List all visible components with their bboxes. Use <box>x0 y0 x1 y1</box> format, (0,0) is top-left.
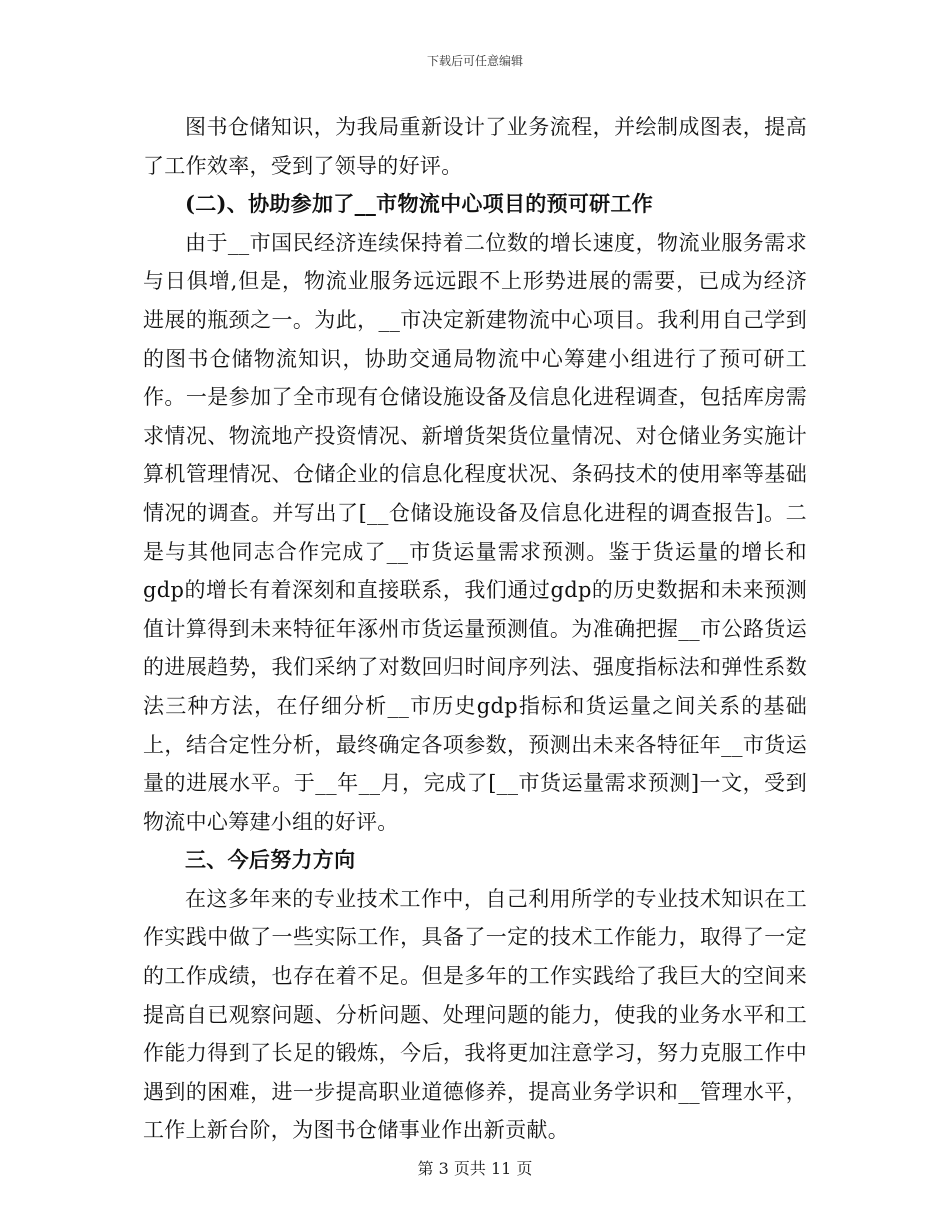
page-header: 下载后可任意编辑 <box>426 54 523 68</box>
section-heading-2: (二)、协助参加了__市物流中心项目的预可研工作 <box>185 191 654 217</box>
section-heading-3: 三、今后努力方向 <box>185 847 356 873</box>
paragraph-continuation: 图书仓储知识，为我局重新设计了业务流程，并绘制成图表，提高了工作效率，受到了领导的好评。 <box>143 115 807 178</box>
document-body <box>143 108 807 1150</box>
page-footer: 第 3 页共 11 页 <box>417 1159 533 1178</box>
paragraph-logistics-project: 由于__市国民经济连续保持着二位数的增长速度，物流业服务需求与日俱增,但是，物流业服务远远跟不上形势进展的需要，已成为经济进展的瓶颈之一。为此，__市决定新建物流中心项目。我利用自己学到的图书仓储物流知识，协助交通局物流中心筹建小组进行了预可研工作。一是参加了全市现有仓储设施设备及信息化进程调查，包括库房需求情况、物流地产投资情况、新增货架货位量情况、对仓储业务实施计算机管理情况、仓储企业的信息化程度状况、条码技术的使用率等基础情况的调查。并写出了[__仓储设施设备及信息化进程的调查报告]。二是与其他同志合作完成了__市货运量需求预测。鉴于货运量的增长和gdp的增长有着深刻和直接联系，我们通过gdp的历史数据和未来预测值计算得到未来特征年涿州市货运量预测值。为准确把握__市公路货运的进展趋势，我们采纳了对数回归时间序列法、强度指标法和弹性系数法三种方法，在仔细分析__市历史gdp指标和货运量之间关系的基础上，结合定性分析，最终确定各项参数，预测出未来各特征年__市货运量的进展水平。于__年__月，完成了[__市货运量需求预测]一文，受到物流中心筹建小组的好评。 <box>143 230 807 834</box>
paragraph-future-direction: 在这多年来的专业技术工作中，自己利用所学的专业技术知识在工作实践中做了一些实际工作，具备了一定的技术工作能力，取得了一定的工作成绩，也存在着不足。但是多年的工作实践给了我巨大的空间来提高自已观察问题、分析问题、处理问题的能力，使我的业务水平和工作能力得到了长足的锻炼，今后，我将更加注意学习，努力克服工作中遇到的困难，进一步提高职业道德修养，提高业务学识和__管理水平，工作上新台阶，为图书仓储事业作出新贡献。 <box>143 886 807 1143</box>
